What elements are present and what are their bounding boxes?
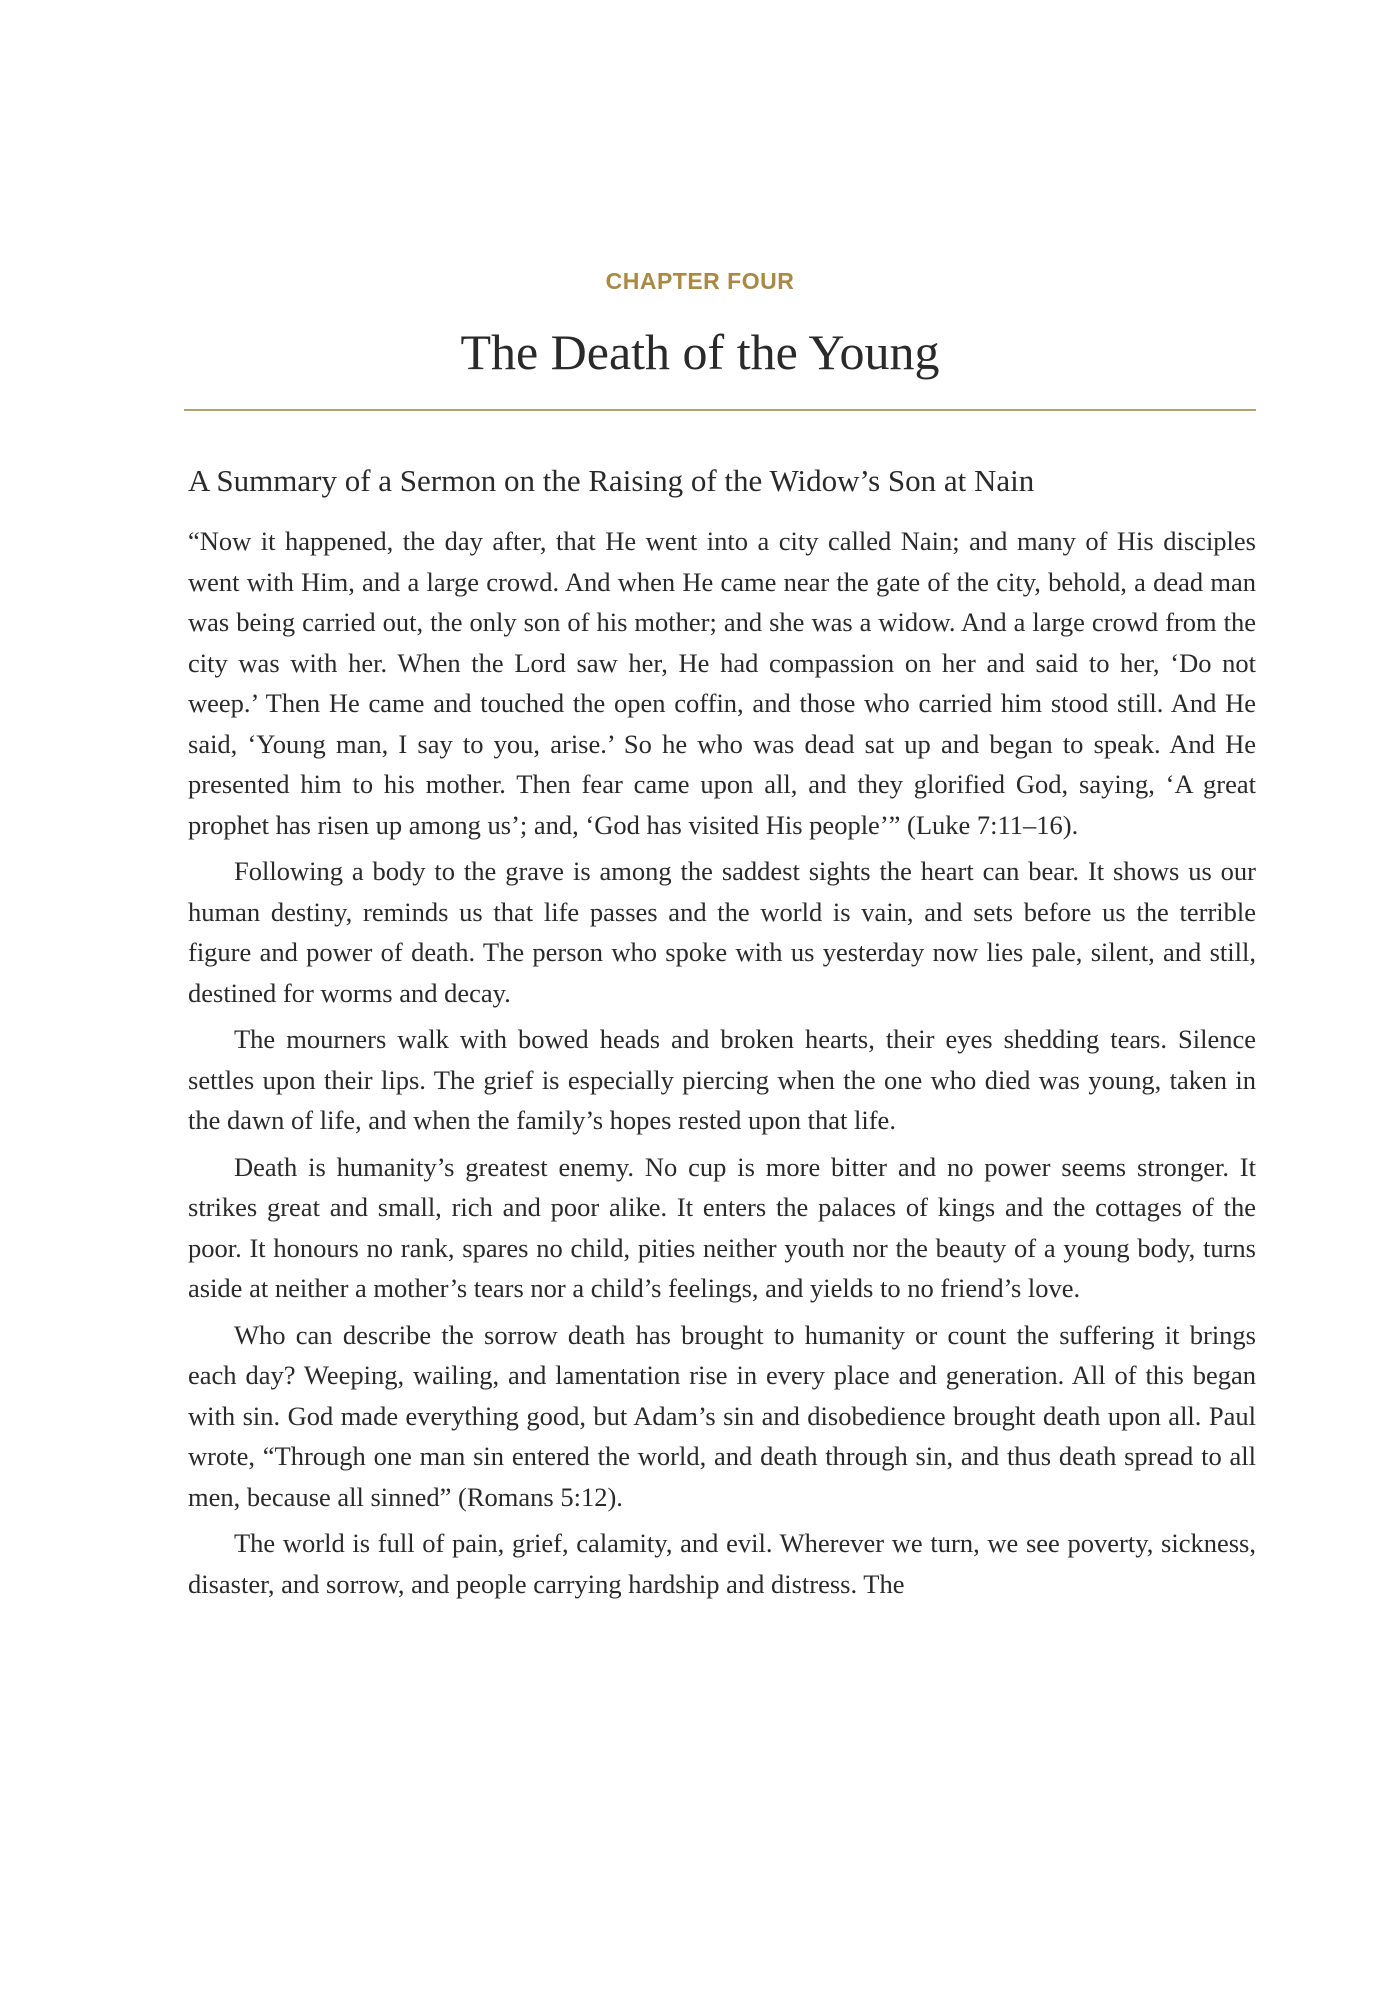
body-paragraph: The mourners walk with bowed heads and broken hearts, their eyes shedding tears. Silence settles upon their lips. The grief is especially piercing when the one who died was young, taken in the dawn of life, and when the family’s hopes rested upon that life. bbox=[188, 1024, 1256, 1135]
chapter-title: The Death of the Young bbox=[460, 324, 940, 380]
body-text bbox=[188, 521, 1256, 1610]
body-paragraph: Following a body to the grave is among the saddest sights the heart can bear. It shows us our human destiny, reminds us that life passes and the world is vain, and sets before us the terrible figure and power of death. The person who spoke with us yesterday now lies pale, silent, and still, destined for worms and decay. bbox=[188, 856, 1256, 1008]
scripture-quote-paragraph: “Now it happened, the day after, that He went into a city called Nain; and many of His disciples went with Him, and a large crowd. And when He came near the gate of the city, behold, a dead man was being carried out, the only son of his mother; and she was a widow. And a large crowd from the city was with her. When the Lord saw her, He had compassion on her and said to her, ‘Do not weep.’ Then He came and touched the open coffin, and those who carried him stood still. And He said, ‘Young man, I say to you, arise.’ So he who was dead sat up and began to speak. And He presented him to his mother. Then fear came upon all, and they glorified God, saying, ‘A great prophet has risen up among us’; and, ‘God has visited His people’” (Luke 7:11–16). bbox=[188, 526, 1256, 840]
section-subtitle: A Summary of a Sermon on the Raising of the Widow’s Son at Nain bbox=[188, 463, 1035, 498]
body-paragraph: The world is full of pain, grief, calamity, and evil. Wherever we turn, we see poverty, sickness, disaster, and sorrow, and people carrying hardship and distress. The bbox=[188, 1528, 1256, 1599]
title-divider bbox=[184, 409, 1256, 411]
body-paragraph: Death is humanity’s greatest enemy. No cup is more bitter and no power seems stronger. It strikes great and small, rich and poor alike. It enters the palaces of kings and the cottages of the poor. It honours no rank, spares no child, pities neither youth nor the beauty of a young body, turns aside at neither a mother’s tears nor a child’s feelings, and yields to no friend’s love. bbox=[188, 1151, 1256, 1303]
body-paragraph: Who can describe the sorrow death has brought to humanity or count the suffering it brings each day? Weeping, wailing, and lamentation rise in every place and generation. All of this began with sin. God made everything good, but Adam’s sin and disobedience brought death upon all. Paul wrote, “Through one man sin entered the world, and death through sin, and thus death spread to all men, because all sinned” (Romans 5:12). bbox=[188, 1319, 1256, 1512]
chapter-label: CHAPTER FOUR bbox=[605, 268, 795, 294]
